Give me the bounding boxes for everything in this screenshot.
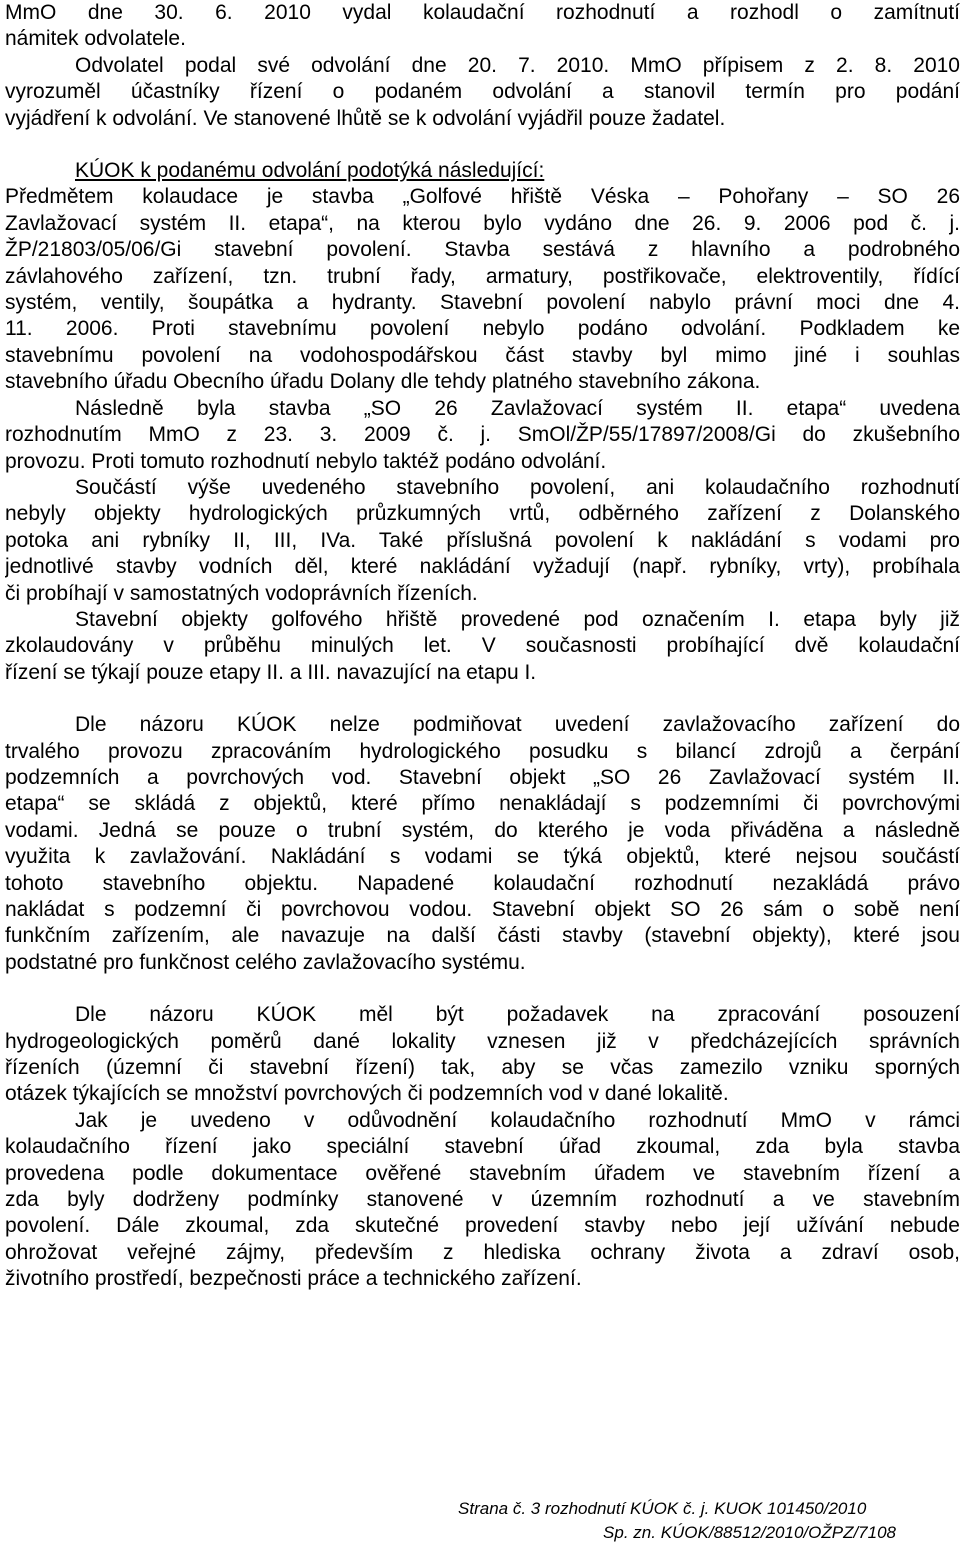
text-line: tohoto stavebního objektu. Napadené kolaudační rozhodnutí nezakládá právo xyxy=(5,871,960,895)
paragraph-odvolani xyxy=(5,53,960,132)
text-line: závlahového zařízení, tzn. trubní řady, armatury, postřikovače, elektroventily, řídící xyxy=(5,264,960,288)
text-line: Dle názoru KÚOK měl být požadavek na zpracování posouzení xyxy=(75,1003,960,1027)
paragraph-soucasti-povoleni xyxy=(5,475,960,607)
text-line: kolaudačního řízení jako speciální stavební úřad zkoumal, zda byla stavba xyxy=(5,1135,960,1159)
text-line: funkčním zařízením, ale navazuje na další části stavby (stavební objekty), které jsou xyxy=(5,924,960,948)
text-line: Jak je uvedeno v odůvodnění kolaudačního rozhodnutí MmO v rámci xyxy=(75,1108,960,1132)
text-line: vyrozuměl účastníky řízení o podaném odvolání a stanovil termín pro podání xyxy=(5,80,960,104)
text-line: povolení. Dále zkoumal, zda skutečné provedení stavby nebo její užívání nebude xyxy=(5,1214,960,1238)
text-line: podstatné pro funkčnost celého zavlažovacího systému. xyxy=(5,950,526,974)
text-line: vodami. Jedná se pouze o trubní systém, do kterého je voda přiváděna a následně xyxy=(5,818,960,842)
paragraph-nazor-kuok-1 xyxy=(5,712,960,976)
text-line: vyjádření k odvolání. Ve stanovené lhůtě se k odvolání vyjádřil pouze žadatel. xyxy=(5,106,726,130)
text-line: provedena podle dokumentace ověřené stavebním úřadem ve stavebním řízení a xyxy=(5,1161,960,1185)
text-line: 11. 2006. Proti stavebnímu povolení nebylo podáno odvolání. Podkladem ke xyxy=(5,317,960,341)
text-line: jednotlivé stavby vodních děl, které nakládání vyžadují (např. rybníky, vrty), probíhala xyxy=(5,555,960,579)
paragraph-gap xyxy=(5,686,960,712)
text-line: Následně byla stavba „SO 26 Zavlažovací systém II. etapa“ uvedena xyxy=(75,396,960,420)
text-line: otázek týkajících se množství povrchových či podzemních vod v dané lokalitě. xyxy=(5,1082,729,1106)
text-line: hydrogeologických poměrů dané lokality vznesen již v předcházejících správních xyxy=(5,1029,960,1053)
text-line: MmO dne 30. 6. 2010 vydal kolaudační rozhodnutí a rozhodl o zamítnutí xyxy=(5,1,960,24)
text-line: ŽP/21803/05/06/Gi stavební povolení. Stavba sestává z hlavního a podrobného xyxy=(5,238,960,262)
text-line: stavebnímu povolení na vodohospodářskou část stavby byl mimo jiné i souhlas xyxy=(5,343,960,367)
paragraph-predmet-kolaudace xyxy=(5,158,960,396)
text-line: etapa“ se skládá z objektů, které přímo nenakládají s podzemními či povrchovými xyxy=(5,792,960,816)
text-line: Předmětem kolaudace je stavba „Golfové hřiště Véska – Pohořany – SO 26 xyxy=(5,185,960,209)
paragraph-nazor-kuok-2 xyxy=(5,1002,960,1108)
footer-file-number: Sp. zn. KÚOK/88512/2010/OŽPZ/7108 xyxy=(603,1523,896,1542)
paragraph-oduvodneni xyxy=(5,1108,960,1293)
document-page xyxy=(5,0,960,1293)
text-line: ohrožovat veřejné zájmy, především z hlediska ochrany života a zdraví osob, xyxy=(5,1240,960,1264)
text-line: trvalého provozu zpracováním hydrologického posudku s bilancí zdrojů a čerpání xyxy=(5,739,960,763)
paragraph-stavebni-objekty xyxy=(5,607,960,686)
text-line: provozu. Proti tomuto rozhodnutí nebylo taktéž podáno odvolání. xyxy=(5,449,607,473)
paragraph-kolaudacni-rozhodnuti xyxy=(5,0,960,53)
text-line: Odvolatel podal své odvolání dne 20. 7. 2010. MmO přípisem z 2. 8. 2010 xyxy=(75,53,960,77)
text-line: rozhodnutím MmO z 23. 3. 2009 č. j. SmOl/ŽP/55/17897/2008/Gi do zkušebního xyxy=(5,423,960,447)
text-line: Dle názoru KÚOK nelze podmiňovat uvedení zavlažovacího zařízení do xyxy=(75,713,960,737)
text-line: řízeních (územní či stavební řízení) tak, aby se včas zamezilo vzniku sporných xyxy=(5,1056,960,1080)
text-line: nebyly objekty hydrologických průzkumných vrtů, odběrného zařízení z Dolanského xyxy=(5,502,960,526)
text-line: řízení se týkají pouze etapy II. a III. navazující na etapu I. xyxy=(5,660,537,684)
paragraph-gap xyxy=(5,976,960,1002)
text-line: životního prostředí, bezpečnosti práce a technického zařízení. xyxy=(5,1267,582,1291)
text-line: nakládat s podzemní či povrchovou vodou. Stavební objekt SO 26 sám o sobě není xyxy=(5,898,960,921)
text-line: Zavlažovací systém II. etapa“, na kterou bylo vydáno dne 26. 9. 2006 pod č. j. xyxy=(5,211,960,235)
text-line: stavebního úřadu Obecního úřadu Dolany dle tehdy platného stavebního zákona. xyxy=(5,370,761,394)
text-line: námitek odvolatele. xyxy=(5,27,186,51)
text-line: Součástí výše uvedeného stavebního povolení, ani kolaudačního rozhodnutí xyxy=(75,475,960,499)
underlined-heading: KÚOK k podanému odvolání podotýká následující: xyxy=(75,159,545,183)
text-line: Stavební objekty golfového hřiště provedené pod označením I. etapa byly již xyxy=(75,607,960,631)
text-line: podzemních a povrchových vod. Stavební objekt „SO 26 Zavlažovací systém II. xyxy=(5,765,960,789)
text-line: potoka ani rybníky II, III, IVa. Také příslušná povolení k nakládání s vodami pro xyxy=(5,528,960,552)
text-line: či probíhají v samostatných vodoprávních řízeních. xyxy=(5,581,478,605)
paragraph-gap xyxy=(5,132,960,158)
text-line: zda byly dodrženy podmínky stanovené v územním rozhodnutí a ve stavebním xyxy=(5,1188,960,1212)
page-footer xyxy=(458,1497,896,1545)
text-line: systém, ventily, šoupátka a hydranty. Stavební povolení nabylo právní moci dne 4. xyxy=(5,291,960,315)
text-line: zkolaudovány v průběhu minulých let. V současnosti probíhající dvě kolaudační xyxy=(5,634,960,658)
text-line: využita k zavlažování. Nakládání s vodami se týká objektů, které nejsou součástí xyxy=(5,845,960,869)
paragraph-zkusebni-provoz xyxy=(5,396,960,475)
section-heading xyxy=(5,158,960,184)
footer-page-reference: Strana č. 3 rozhodnutí KÚOK č. j. KUOK 101450/2010 xyxy=(458,1499,867,1518)
